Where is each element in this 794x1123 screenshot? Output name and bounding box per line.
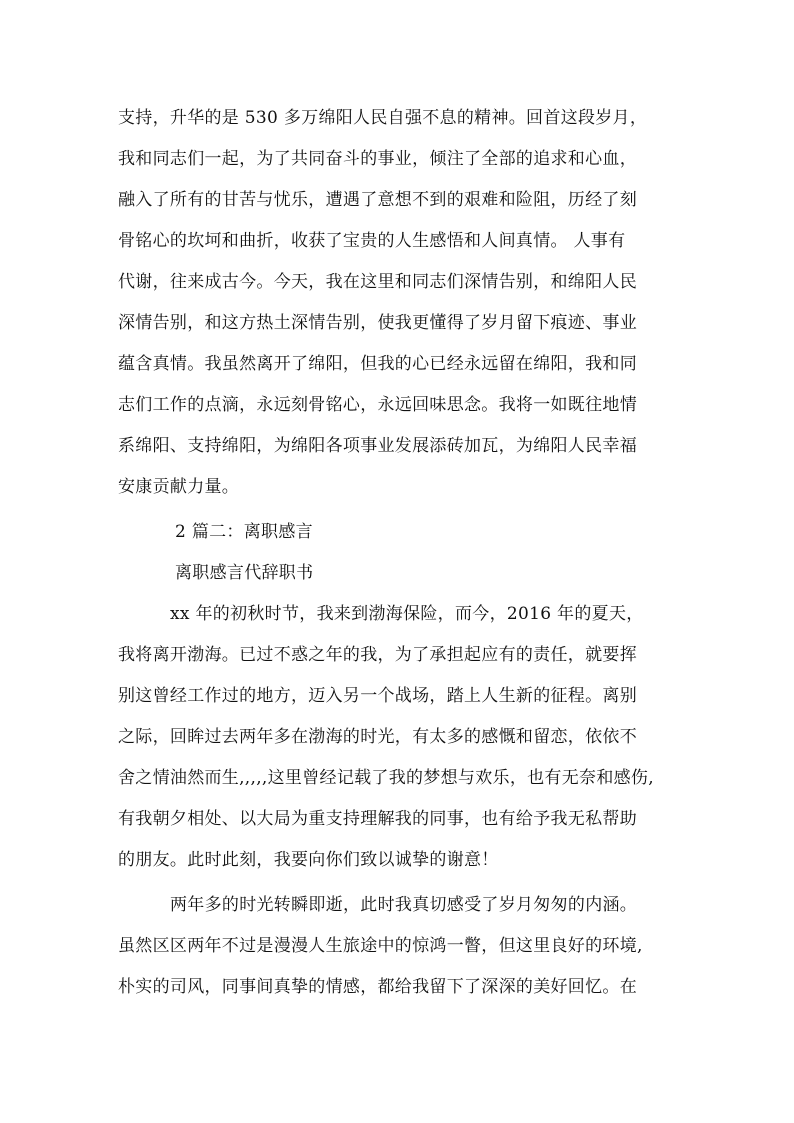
paragraph-line: 别这曾经工作过的地方，迈入另一个战场，踏上人生新的征程。离别 — [118, 686, 637, 706]
paragraph-line: 朴实的司风，同事间真挚的情感，都给我留下了深深的美好回忆。在 — [118, 977, 637, 997]
paragraph-line: 我将离开渤海。已过不惑之年的我，为了承担起应有的责任，就要挥 — [118, 645, 637, 665]
paragraph-line: 支持，升华的是 530 多万绵阳人民自强不息的精神。回首这段岁月， — [118, 108, 648, 128]
paragraph-line: 两年多的时光转瞬即逝，此时我真切感受了岁月匆匆的内涵。 — [170, 895, 638, 915]
paragraph-line: 虽然区区两年不过是漫漫人生旅途中的惊鸿一瞥，但这里良好的环境, — [118, 936, 643, 956]
paragraph-line: 之际，回眸过去两年多在渤海的时光，有太多的感慨和留恋，依依不 — [118, 727, 637, 747]
paragraph-line: 代谢，往来成古今。今天，我在这里和同志们深情告别，和绵阳人民 — [118, 272, 637, 292]
section-heading: 2 篇二：离职感言 — [175, 522, 313, 542]
paragraph-line: 志们工作的点滴，永远刻骨铭心，永远回味思念。我将一如既往地情 — [118, 395, 637, 415]
paragraph-line: 有我朝夕相处、以大局为重支持理解我的同事，也有给予我无私帮助 — [118, 809, 637, 829]
paragraph-line: 深情告别，和这方热土深情告别，使我更懂得了岁月留下痕迹、事业 — [118, 313, 637, 333]
paragraph-line: 骨铭心的坎坷和曲折，收获了宝贵的人生感悟和人间真情。 人事有 — [118, 231, 626, 251]
paragraph-line: 舍之情油然而生,,,,,这里曾经记载了我的梦想与欢乐，也有无奈和感伤, — [118, 768, 654, 788]
paragraph-line: 的朋友。此时此刻，我要向你们致以诚挚的谢意！ — [118, 850, 499, 870]
paragraph-line: 系绵阳、支持绵阳，为绵阳各项事业发展添砖加瓦，为绵阳人民幸福 — [118, 436, 637, 456]
section-subtitle: 离职感言代辞职书 — [175, 563, 314, 583]
paragraph-line: xx 年的初秋时节，我来到渤海保险，而今，2016 年的夏天， — [170, 604, 644, 624]
paragraph-line: 融入了所有的甘苦与忧乐，遭遇了意想不到的艰难和险阻，历经了刻 — [118, 190, 637, 210]
paragraph-line: 蕴含真情。我虽然离开了绵阳，但我的心已经永远留在绵阳，我和同 — [118, 354, 637, 374]
paragraph-line: 我和同志们一起，为了共同奋斗的事业，倾注了全部的追求和心血， — [118, 149, 637, 169]
paragraph-line: 安康贡献力量。 — [118, 477, 240, 497]
